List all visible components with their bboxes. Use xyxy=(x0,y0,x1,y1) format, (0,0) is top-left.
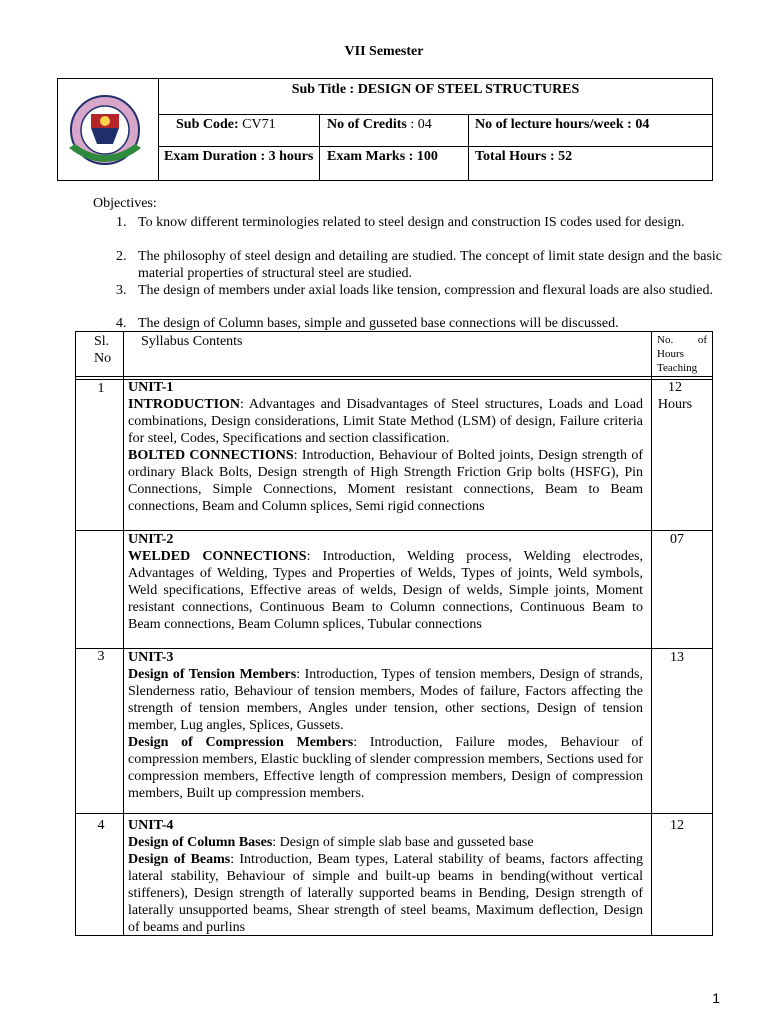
row-hours: 12 Hours xyxy=(657,380,693,412)
objective-item xyxy=(116,214,722,231)
unit-2-contents xyxy=(128,531,643,633)
unit-title: UNIT-2 xyxy=(128,532,174,547)
topic-block xyxy=(128,734,643,802)
header-col-divider xyxy=(319,114,320,180)
topic-block xyxy=(128,666,643,734)
total-hours: Total Hours : 52 xyxy=(475,149,573,164)
subject-header-table xyxy=(57,78,713,181)
topic-text: : Design of simple slab base and gusseted base xyxy=(272,835,534,850)
sub-code-value: CV71 xyxy=(238,117,276,132)
lecture-hours: No of lecture hours/week : 04 xyxy=(475,117,650,132)
objective-item xyxy=(116,315,722,332)
row-hours: 13 xyxy=(670,650,684,665)
row-hours: 07 xyxy=(670,532,684,547)
topic-text: : Advantages and Disadvantages of Steel structures, Loads and Load combinations, Design considerations, Limit State Method (LSM) of design, Failure criteria for steel, Codes, Specifications and section classification. xyxy=(128,397,643,446)
topic-text: : Introduction, Beam types, Lateral stability of beams, factors affecting lateral stability, Behaviour of simple and built-up beams in bending(without vertical stiffeners), Design strength of laterally supported beams in Bending, Design strength of laterally unsupported beams, Shear strength of steel beams, Maximum deflection, Design of beams and purlins xyxy=(128,852,643,935)
objective-text: The design of Column bases, simple and gusseted base connections will be discussed. xyxy=(138,316,619,331)
page-number: 1 xyxy=(712,990,720,1006)
topic-block xyxy=(128,447,643,515)
header-row-divider xyxy=(158,114,713,115)
row-hours: 12 xyxy=(670,818,684,833)
objective-number: 4. xyxy=(116,316,127,331)
sub-code xyxy=(176,116,276,133)
objective-number: 2. xyxy=(116,249,127,264)
col-header-hours: No. of Hours Teaching xyxy=(657,334,707,374)
col-divider xyxy=(123,331,124,936)
row-sl-number: 1 xyxy=(97,381,105,396)
col-divider xyxy=(651,331,652,936)
objective-item xyxy=(116,282,722,299)
topic-text: : Introduction, Behaviour of Bolted joints, Design strength of ordinary Black Bolts, Design strength of High Strength Friction Grip bolts (HSFG), Pin Connections, Simple Connections, Moment resistant connections, Beam to Beam connections, Beam and Column splices, Semi rigid connections xyxy=(128,448,644,514)
objective-text: The design of members under axial loads like tension, compression and flexural loads are also studied. xyxy=(138,283,714,298)
credits xyxy=(327,116,432,133)
topic-title: BOLTED CONNECTIONS xyxy=(128,448,294,463)
unit-title: UNIT-3 xyxy=(128,650,174,665)
sub-title: Sub Title : DESIGN OF STEEL STRUCTURES xyxy=(291,82,580,97)
sub-code-label: Sub Code: xyxy=(176,117,239,132)
unit-4-contents xyxy=(128,817,643,936)
unit-1-contents xyxy=(128,379,643,515)
topic-title: Design of Tension Members xyxy=(128,667,297,682)
credits-label: No of Credits xyxy=(327,117,407,132)
objectives-heading: Objectives: xyxy=(93,196,157,211)
objective-text: The philosophy of steel design and detailing are studied. The concept of limit state design and the basic material properties of structural steel are studied. xyxy=(138,249,722,281)
objective-number: 1. xyxy=(116,215,127,230)
row-sl-number: 3 xyxy=(97,649,105,664)
topic-title: Design of Beams xyxy=(128,852,231,867)
row-sl-number: 4 xyxy=(97,818,105,833)
topic-title: INTRODUCTION xyxy=(128,397,241,412)
objective-item xyxy=(116,248,722,282)
row-divider xyxy=(75,376,713,377)
topic-text: : Introduction, Welding process, Welding electrodes, Advantages of Welding, Types and Properties of Welds, Types of joints, Weld symbols, Weld specifications, Effective areas of welds, Design of welds, Simple joints, Moment resistant connections, Continuous Beam to Column connections, Continuous Beam to Beam connections, Beam Column splices, Tubular connections xyxy=(128,549,643,632)
objective-text: To know different terminologies related to steel design and construction IS codes used for design. xyxy=(138,215,685,230)
semester-heading: VII Semester xyxy=(344,44,424,59)
unit-title: UNIT-1 xyxy=(128,380,174,395)
exam-marks: Exam Marks : 100 xyxy=(327,149,438,164)
topic-block xyxy=(128,396,643,447)
topic-text: : Introduction, Types of tension members, Design of strands, Slenderness ratio, Behaviour of tension members, Modes of failure, Factors affecting the strength of tension members, Angles under tension, other sections, Design of tension member, Lug angles, Splices, Gussets. xyxy=(128,667,643,733)
topic-title: Design of Compression Members xyxy=(128,735,354,750)
exam-duration: Exam Duration : 3 hours xyxy=(164,149,314,164)
topic-title: Design of Column Bases xyxy=(128,835,273,850)
credits-value: : 04 xyxy=(406,117,432,132)
col-header-contents: Syllabus Contents xyxy=(141,334,243,349)
col-header-sl: Sl. No xyxy=(94,334,112,366)
topic-block xyxy=(128,548,643,633)
header-row-divider xyxy=(158,146,713,147)
header-col-divider xyxy=(468,114,469,180)
unit-3-contents xyxy=(128,649,643,802)
topic-text: : Introduction, Failure modes, Behaviour of compression members, Elastic buckling of slender compression members, Sections used for compression members, Effective length of compression members, Design of compression members, Built up compression members. xyxy=(128,735,643,801)
topic-block xyxy=(128,834,643,851)
objective-number: 3. xyxy=(116,283,127,298)
institute-logo xyxy=(63,92,147,170)
topic-title: WELDED CONNECTIONS xyxy=(128,549,307,564)
topic-block xyxy=(128,851,643,936)
unit-title: UNIT-4 xyxy=(128,818,174,833)
row-divider xyxy=(75,813,713,814)
